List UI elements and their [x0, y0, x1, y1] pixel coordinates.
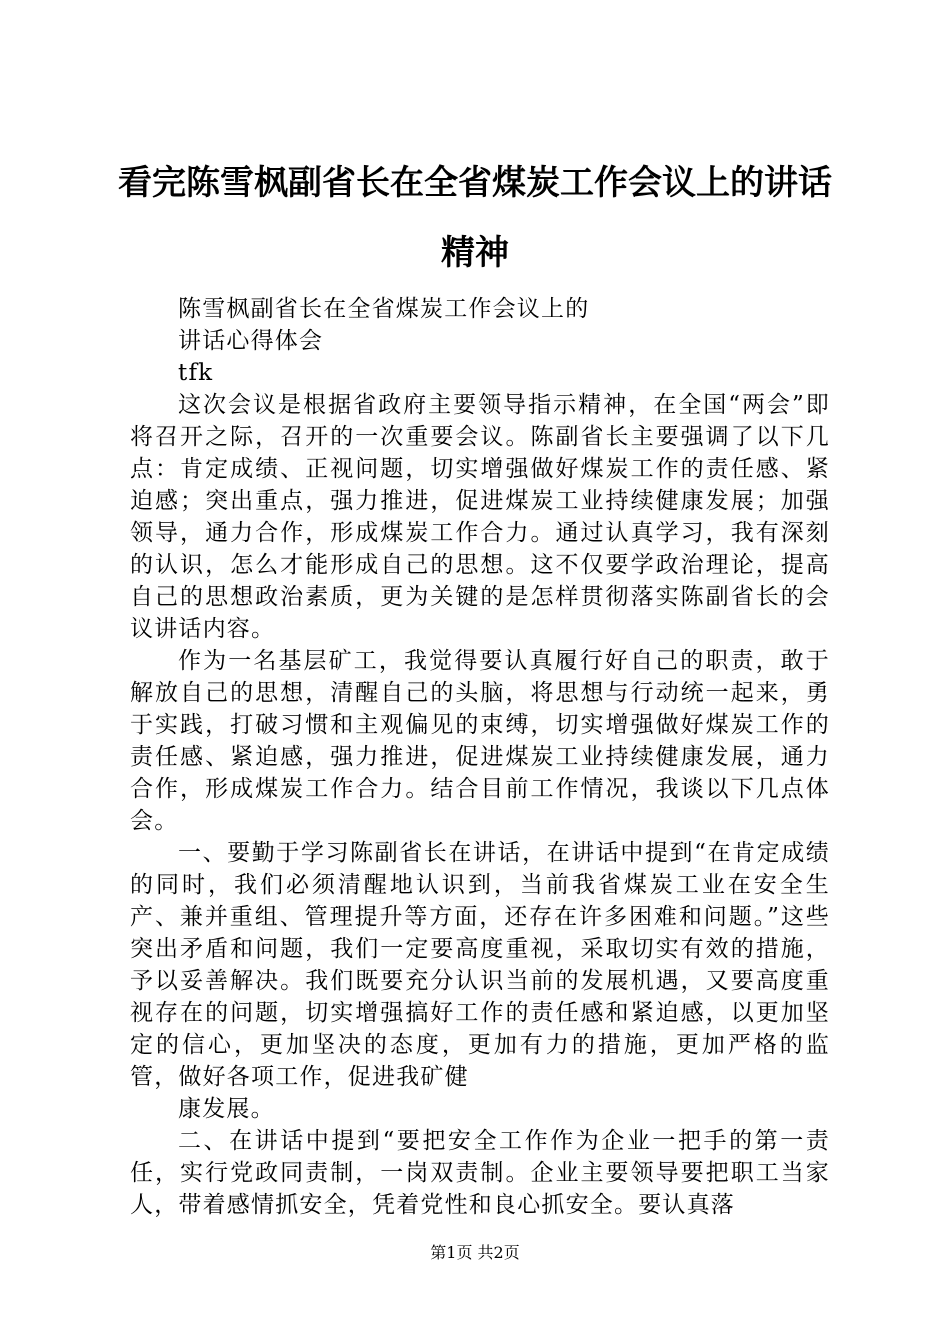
body-paragraph: 二、在讲话中提到“要把安全工作作为企业一把手的第一责任，实行党政同责制，一岗双责制。企业主要领导要把职工当家人，带着感情抓安全，凭着党性和良心抓安全。要认真落	[130, 1128, 830, 1218]
subtitle-line-1: 陈雪枫副省长在全省煤炭工作会议上的	[178, 296, 590, 322]
author-tag: tfk	[178, 360, 214, 386]
body-paragraph: 一、要勤于学习陈副省长在讲话，在讲话中提到“在肯定成绩的同时，我们必须清醒地认识到，当前我省煤炭工业在安全生产、兼并重组、管理提升等方面，还存在许多困难和问题。”这些突出矛盾和问题，我们一定要高度重视，采取切实有效的措施，予以妥善解决。我们既要充分认识当前的发展机遇，又要高度重视存在的问题，切实增强搞好工作的责任感和紧迫感，以更加坚定的信心，更加坚决的态度，更加有力的措施，更加严格的监管，做好各项工作，促进我矿健	[130, 840, 830, 1090]
document-body	[130, 293, 830, 1221]
page-footer: 第1页 共2页	[430, 1243, 520, 1262]
body-paragraph: 作为一名基层矿工，我觉得要认真履行好自己的职责，敢于解放自己的思想，清醒自己的头脑，将思想与行动统一起来，勇于实践，打破习惯和主观偏见的束缚，切实增强做好煤炭工作的责任感、紧迫感，强力推进，促进煤炭工业持续健康发展，通力合作，形成煤炭工作合力。结合目前工作情况，我谈以下几点体会。	[130, 648, 830, 834]
document-title: 看完陈雪枫副省长在全省煤炭工作会议上的讲话精神	[118, 163, 832, 273]
subtitle-line-2: 讲话心得体会	[178, 328, 324, 354]
body-paragraph: 这次会议是根据省政府主要领导指示精神，在全国“两会”即将召开之际，召开的一次重要会议。陈副省长主要强调了以下几点：肯定成绩、正视问题，切实增强做好煤炭工作的责任感、紧迫感；突出重点，强力推进，促进煤炭工业持续健康发展；加强领导，通力合作，形成煤炭工作合力。通过认真学习，我有深刻的认识，怎么才能形成自己的思想。这不仅要学政治理论，提高自己的思想政治素质，更为关键的是怎样贯彻落实陈副省长的会议讲话内容。	[130, 392, 830, 642]
body-paragraph-continuation: 康发展。	[178, 1096, 275, 1122]
